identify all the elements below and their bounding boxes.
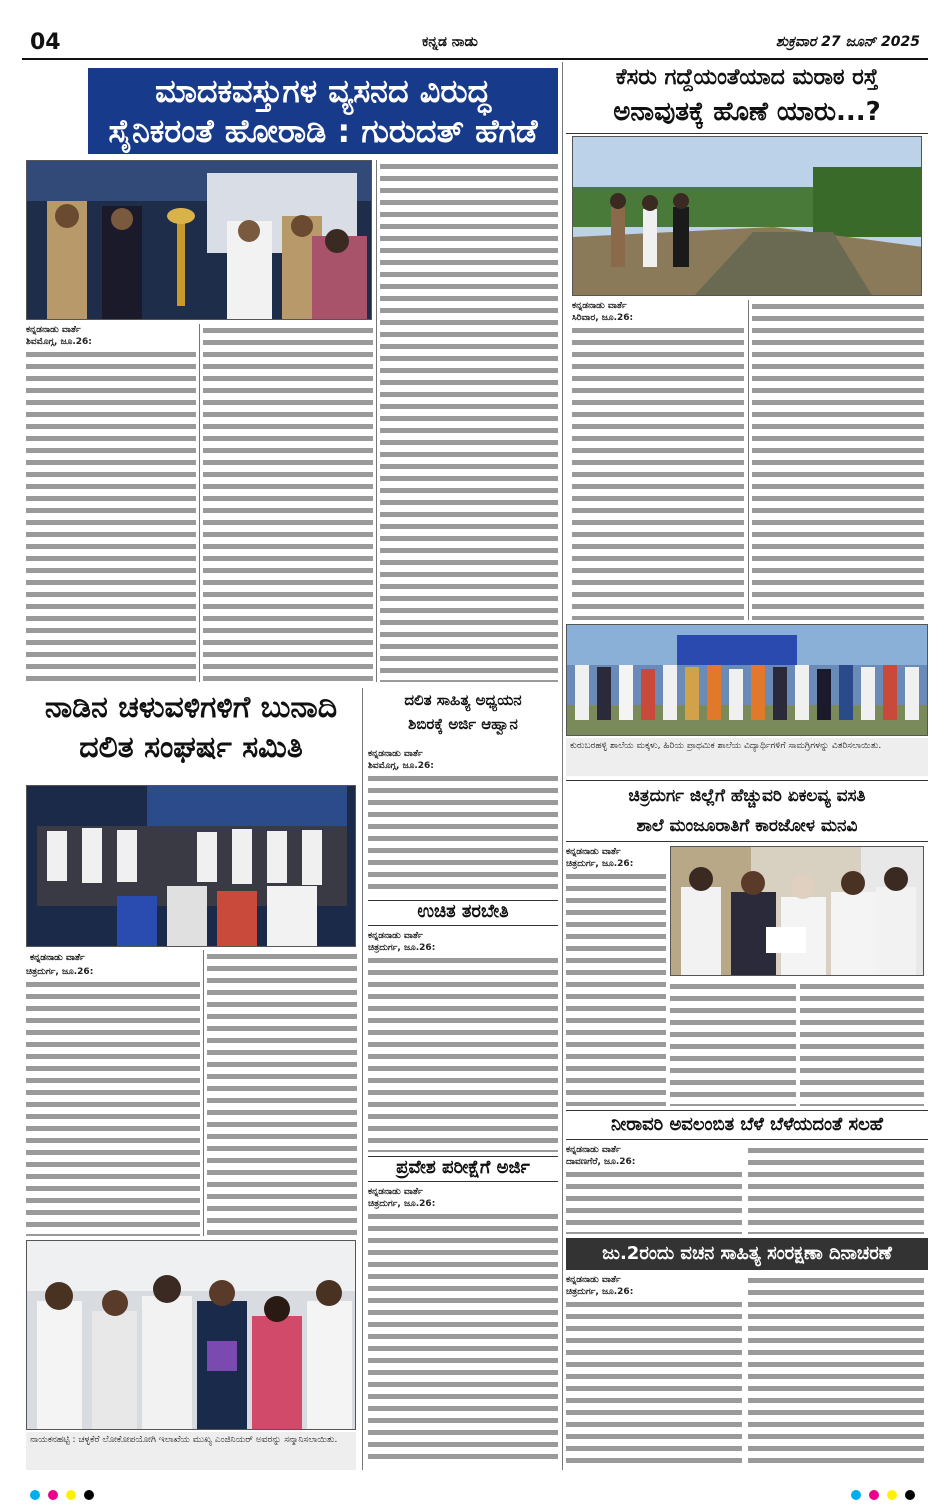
road-story-col1 xyxy=(572,300,744,620)
school-group-caption: ಕುರುಬರಹಳ್ಳಿ ಶಾಲೆಯ ಮಕ್ಕಳು, ಹಿರಿಯ ಪ್ರಾಥಮಿಕ ಶಾಲೆಯ ವಿದ್ಯಾರ್ಥಿಗಳಿಗೆ ಸಾಮಗ್ರಿಗಳನ್ನು ವಿತರಿಸಲಾಯಿತು. xyxy=(566,738,928,776)
vachana-headline: ಜು.2ರಂದು ವಚನ ಸಾಹಿತ್ಯ ಸಂರಕ್ಷಣಾ ದಿನಾಚರಣೆ xyxy=(566,1238,928,1270)
road-headline xyxy=(566,62,928,134)
irrigation-story-col1 xyxy=(566,1144,742,1234)
hostel-meeting-photo xyxy=(670,846,924,976)
vachana-story-col1 xyxy=(566,1274,742,1470)
hostel-story-col2 xyxy=(670,980,796,1106)
masthead xyxy=(22,30,928,60)
training-story xyxy=(368,930,558,1152)
road-byline: ಕನ್ನಡನಾಡು ವಾರ್ತೆ xyxy=(572,301,627,311)
hostel-dateline: ಚಿತ್ರದುರ್ಗ, ಜೂ.26: xyxy=(566,859,634,869)
vachana-story-col2 xyxy=(748,1274,924,1470)
drugs-story-col3 xyxy=(380,160,558,682)
training-byline: ಕನ್ನಡನಾಡು ವಾರ್ತೆ xyxy=(368,931,423,941)
drugs-story-col1 xyxy=(26,324,196,682)
road-headline-line2: ಅನಾವುತಕ್ಕೆ ಹೊಣೆ ಯಾರು...? xyxy=(613,97,881,127)
irrigation-headline: ನೀರಾವರಿ ಅವಲಂಬಿತ ಬೆಳೆ ಬೆಳೆಯದಂತೆ ಸಲಹೆ xyxy=(566,1110,928,1140)
entrance-dateline: ಚಿತ್ರದುರ್ಗ, ಜೂ.26: xyxy=(368,1199,436,1209)
drugs-dateline: ಶಿವಮೊಗ್ಗ, ಜೂ.26: xyxy=(26,337,92,347)
drugs-headline-line2: ಸೈನಿಕರಂತೆ ಹೋರಾಡಿ : ಗುರುದತ್ ಹೆಗಡೆ xyxy=(108,112,538,150)
drugs-headline xyxy=(88,68,558,154)
drugs-story-col2 xyxy=(203,324,373,682)
entrance-story xyxy=(368,1186,558,1466)
road-story-col2 xyxy=(752,300,924,620)
dss-story-col2 xyxy=(207,950,357,1236)
dalit-lit-byline: ಕನ್ನಡನಾಡು ವಾರ್ತೆ xyxy=(368,749,423,759)
entrance-byline: ಕನ್ನಡನಾಡು ವಾರ್ತೆ xyxy=(368,1187,423,1197)
hostel-story-col1 xyxy=(566,846,666,1106)
drugs-byline: ಕನ್ನಡನಾಡು ವಾರ್ತೆ xyxy=(26,325,81,335)
entrance-headline: ಪ್ರವೇಶ ಪರೀಕ್ಷೆಗೆ ಅರ್ಜಿ xyxy=(368,1156,558,1182)
hostel-headline-line1: ಚಿತ್ರದುರ್ಗ ಜಿಲ್ಲೆಗೆ ಹೆಚ್ಚುವರಿ ಏಕಲವ್ಯ ವಸತಿ xyxy=(628,786,866,806)
hostel-story-col3 xyxy=(800,980,924,1106)
training-dateline: ಚಿತ್ರದುರ್ಗ, ಜೂ.26: xyxy=(368,943,436,953)
vachana-byline: ಕನ್ನಡನಾಡು ವಾರ್ತೆ xyxy=(566,1275,621,1285)
dss-headline xyxy=(26,688,356,774)
school-group-photo xyxy=(566,624,928,736)
dalit-lit-story xyxy=(368,748,558,896)
dalit-lit-headline xyxy=(368,688,558,744)
muddy-road-photo xyxy=(572,136,922,296)
training-headline: ಉಚಿತ ತರಬೇತಿ xyxy=(368,900,558,926)
irrigation-story-col2 xyxy=(748,1144,924,1234)
felicitation-caption: ನಾಯಕನಹಟ್ಟಿ : ಚಳ್ಳಕೆರೆ ಲೋಕೋಪಯೋಗಿ ಇಲಾಖೆಯ ಮುಖ್ಯ ಎಂಜಿನಿಯರ್ ಅವರನ್ನು ಸನ್ಮಾನಿಸಲಾಯಿತು. xyxy=(26,1432,356,1470)
dss-dateline: ಚಿತ್ರದುರ್ಗ, ಜೂ.26: xyxy=(26,967,94,977)
dss-stage-photo xyxy=(26,785,356,947)
hostel-byline: ಕನ್ನಡನಾಡು ವಾರ್ತೆ xyxy=(566,847,621,857)
hostel-headline-line2: ಶಾಲೆ ಮಂಜೂರಾತಿಗೆ ಕಾರಜೋಳ ಮನವಿ xyxy=(636,816,858,836)
issue-date: ಶುಕ್ರವಾರ 27 ಜೂನ್ 2025 xyxy=(775,34,920,50)
felicitation-photo xyxy=(26,1240,356,1430)
dalit-lit-headline-line1: ದಲಿತ ಸಾಹಿತ್ಯ ಅಧ್ಯಯನ xyxy=(404,691,522,709)
dss-byline: ಕನ್ನಡನಾಡು ವಾರ್ತೆ xyxy=(26,950,200,966)
drugs-headline-line1: ಮಾದಕವಸ್ತುಗಳ ವ್ಯಸನದ ವಿರುದ್ಧ xyxy=(155,72,491,110)
dss-headline-line2: ದಲಿತ ಸಂಘರ್ಷ ಸಮಿತಿ xyxy=(79,730,303,765)
lamp-lighting-photo xyxy=(26,160,372,320)
road-dateline: ಸಿರಿವಾರ, ಜೂ.26: xyxy=(572,313,634,323)
road-headline-line1: ಕೆಸರು ಗದ್ದೆಯಂತೆಯಾದ ಮರಾಠ ರಸ್ತೆ xyxy=(615,65,879,90)
registration-marks-left xyxy=(30,1490,94,1500)
paper-name: ಕನ್ನಡ ನಾಡು xyxy=(422,34,478,50)
dalit-lit-dateline: ಶಿವಮೊಗ್ಗ, ಜೂ.26: xyxy=(368,761,434,771)
hostel-headline xyxy=(566,780,928,842)
registration-marks-right xyxy=(851,1490,915,1500)
dalit-lit-headline-line2: ಶಿಬಿರಕ್ಕೆ ಅರ್ಜಿ ಆಹ್ವಾನ xyxy=(408,715,518,733)
vachana-dateline: ಚಿತ್ರದುರ್ಗ, ಜೂ.26: xyxy=(566,1287,634,1297)
irrigation-dateline: ದಾವಣಗೆರೆ, ಜೂ.26: xyxy=(566,1157,636,1167)
irrigation-byline: ಕನ್ನಡನಾಡು ವಾರ್ತೆ xyxy=(566,1145,621,1155)
dss-headline-line1: ನಾಡಿನ ಚಳುವಳಿಗಳಿಗೆ ಬುನಾದಿ xyxy=(44,690,338,725)
dss-story-col1 xyxy=(26,966,200,1236)
page-number: 04 xyxy=(30,30,61,55)
